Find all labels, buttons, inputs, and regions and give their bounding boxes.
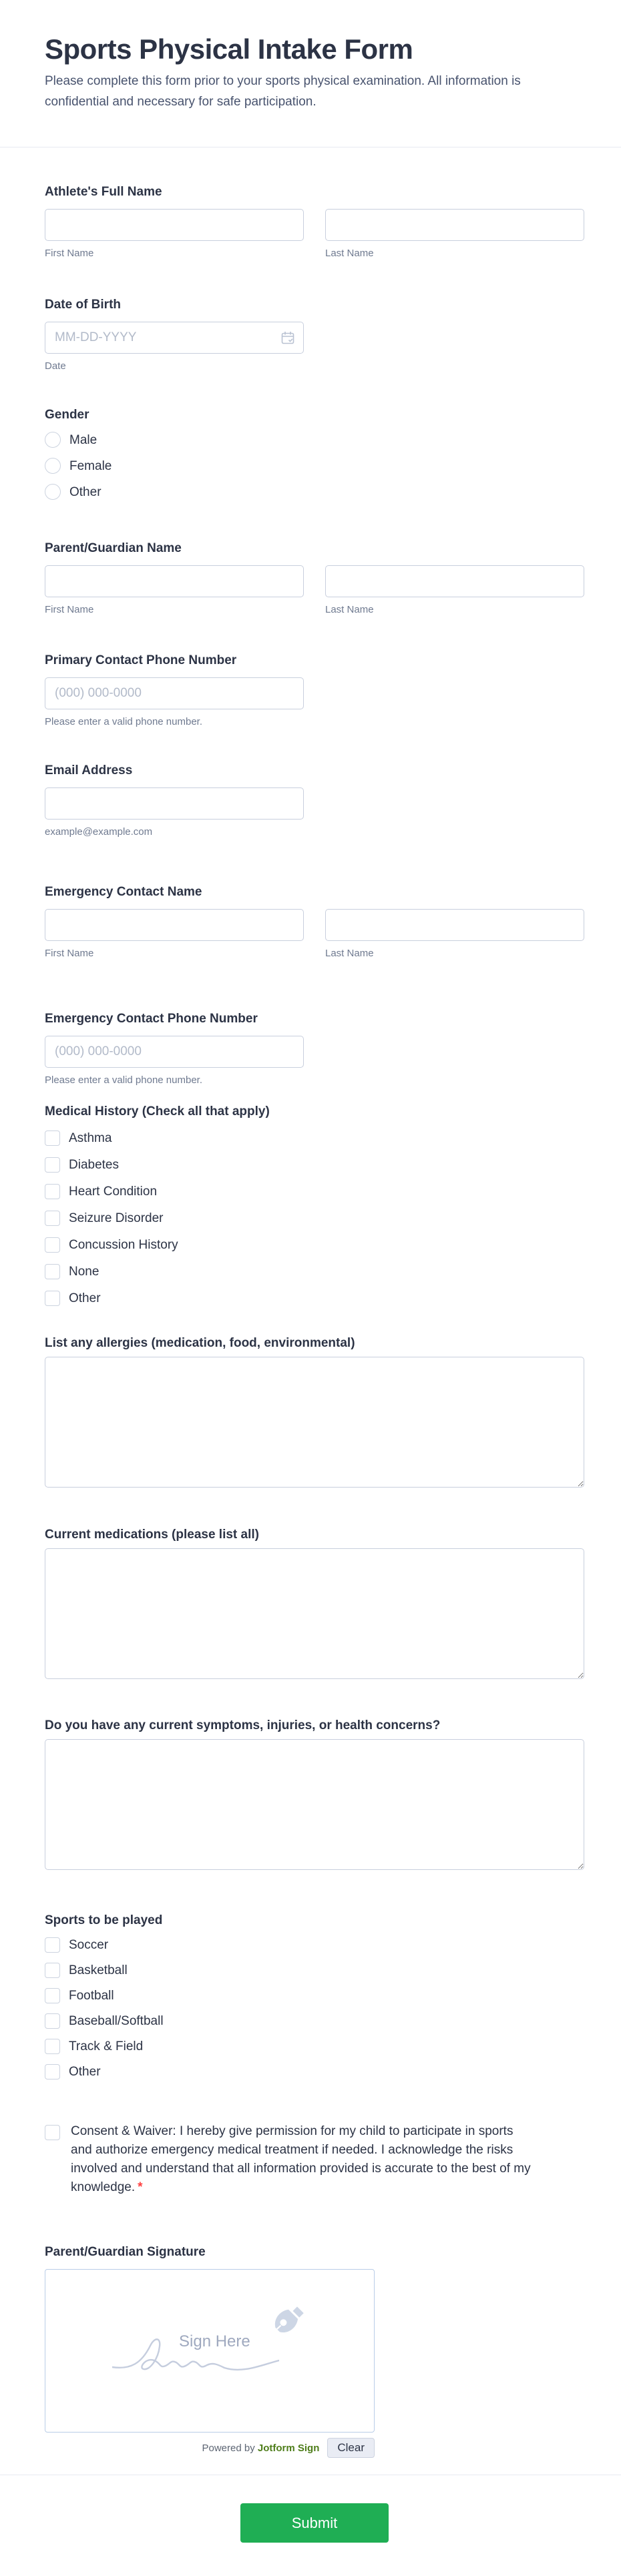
primary-phone-input[interactable] — [45, 677, 304, 709]
symptoms-label: Do you have any current symptoms, injuries, or health concerns? — [45, 1718, 441, 1732]
gender-label: Gender — [45, 408, 89, 422]
medications-label: Current medications (please list all) — [45, 1528, 259, 1542]
consent-text — [71, 2122, 535, 2197]
clear-signature-button[interactable]: Clear — [327, 2438, 375, 2458]
dob-label: Date of Birth — [45, 298, 121, 312]
checkbox-medical-other[interactable] — [45, 1291, 60, 1306]
gender-option-male[interactable] — [45, 432, 584, 448]
sports-option-track-field[interactable] — [45, 2039, 584, 2054]
field-consent-waiver — [45, 2122, 584, 2197]
checkbox-diabetes-label: Diabetes — [69, 1158, 119, 1172]
radio-male-label: Male — [69, 432, 97, 447]
jotform-sign-brand: Jotform Sign — [257, 2442, 320, 2454]
consent-statement: Consent & Waiver: I hereby give permission for my child to participate in sports and authorize emergency medical treatment if needed. I acknowledge the risks involved and understand that all information provided is accurate to the best of my knowledge. — [71, 2124, 531, 2194]
form-description: Please complete this form prior to your sports physical examination. All information is confidential and necessary for safe participation. — [45, 74, 521, 109]
field-signature-label — [45, 2244, 584, 2269]
symptoms-textarea[interactable] — [45, 1739, 584, 1870]
field-email — [45, 763, 584, 838]
field-emergency-phone — [45, 1011, 584, 1086]
dob-input[interactable] — [45, 322, 304, 354]
allergies-label: List any allergies (medication, food, environmental) — [45, 1336, 355, 1350]
checkbox-asthma-label: Asthma — [69, 1131, 112, 1145]
sign-here-placeholder: Sign Here — [179, 2332, 250, 2350]
emergency-phone-input[interactable] — [45, 1036, 304, 1068]
checkbox-diabetes[interactable] — [45, 1157, 60, 1173]
last-name-sublabel: Last Name — [325, 604, 374, 615]
powered-by-label: Powered by — [202, 2442, 255, 2454]
checkbox-football[interactable] — [45, 1988, 60, 2003]
field-medications — [45, 1527, 584, 1682]
gender-option-other[interactable] — [45, 484, 584, 500]
primary-phone-sublabel: Please enter a valid phone number. — [45, 716, 202, 727]
primary-phone-label: Primary Contact Phone Number — [45, 653, 237, 667]
signature-pad[interactable] — [45, 2269, 375, 2433]
checkbox-sports-other-label: Other — [69, 2065, 101, 2079]
page-title: Sports Physical Intake Form — [45, 33, 413, 65]
field-date-of-birth — [45, 297, 584, 372]
medical-option-diabetes[interactable] — [45, 1157, 584, 1173]
checkbox-seizure-disorder-label: Seizure Disorder — [69, 1211, 164, 1225]
emergency-name-label: Emergency Contact Name — [45, 885, 202, 899]
radio-male[interactable] — [45, 432, 61, 448]
emergency-last-name-input[interactable] — [325, 909, 584, 941]
email-sublabel: example@example.com — [45, 826, 153, 838]
parent-name-label: Parent/Guardian Name — [45, 541, 182, 555]
medical-option-heart-condition[interactable] — [45, 1184, 584, 1199]
emergency-first-name-input[interactable] — [45, 909, 304, 941]
sports-option-football[interactable] — [45, 1988, 584, 2003]
checkbox-baseball-softball-label: Baseball/Softball — [69, 2014, 164, 2028]
parent-first-name-input[interactable] — [45, 565, 304, 597]
email-label: Email Address — [45, 763, 133, 777]
field-parent-name — [45, 541, 584, 616]
field-gender — [45, 407, 584, 510]
gender-option-female[interactable] — [45, 458, 584, 474]
checkbox-baseball-softball[interactable] — [45, 2013, 60, 2029]
pen-nib-icon — [271, 2303, 306, 2338]
medical-history-label: Medical History (Check all that apply) — [45, 1104, 270, 1118]
required-asterisk: * — [138, 2180, 143, 2194]
first-name-sublabel: First Name — [45, 604, 94, 615]
first-name-sublabel: First Name — [45, 948, 94, 959]
emergency-phone-label: Emergency Contact Phone Number — [45, 1012, 258, 1026]
athlete-name-label: Athlete's Full Name — [45, 185, 162, 199]
last-name-sublabel: Last Name — [325, 948, 374, 959]
field-allergies — [45, 1335, 584, 1491]
signature-label: Parent/Guardian Signature — [45, 2245, 206, 2259]
field-sports — [45, 1913, 584, 2089]
checkbox-none[interactable] — [45, 1264, 60, 1279]
checkbox-football-label: Football — [69, 1989, 114, 2003]
checkbox-heart-condition-label: Heart Condition — [69, 1185, 158, 1199]
first-name-sublabel: First Name — [45, 248, 94, 259]
field-symptoms — [45, 1718, 584, 1873]
checkbox-track-field-label: Track & Field — [69, 2039, 144, 2053]
medical-option-asthma[interactable] — [45, 1131, 584, 1146]
radio-female-label: Female — [69, 458, 112, 473]
powered-by-text — [202, 2443, 319, 2454]
dob-sublabel: Date — [45, 360, 66, 372]
consent-checkbox[interactable] — [45, 2125, 60, 2140]
checkbox-basketball[interactable] — [45, 1963, 60, 1978]
emergency-phone-sublabel: Please enter a valid phone number. — [45, 1074, 202, 1086]
field-emergency-name — [45, 884, 584, 960]
checkbox-medical-other-label: Other — [69, 1291, 101, 1305]
calendar-icon[interactable] — [280, 330, 296, 346]
checkbox-concussion-history[interactable] — [45, 1237, 60, 1253]
allergies-textarea[interactable] — [45, 1357, 584, 1488]
medications-textarea[interactable] — [45, 1548, 584, 1679]
athlete-last-name-input[interactable] — [325, 209, 584, 241]
email-input[interactable] — [45, 787, 304, 820]
athlete-first-name-input[interactable] — [45, 209, 304, 241]
sports-option-other[interactable] — [45, 2064, 584, 2079]
checkbox-seizure-disorder[interactable] — [45, 1211, 60, 1226]
checkbox-soccer[interactable] — [45, 1937, 60, 1953]
medical-option-other[interactable] — [45, 1291, 584, 1306]
checkbox-soccer-label: Soccer — [69, 1938, 109, 1952]
radio-other[interactable] — [45, 484, 61, 500]
medical-option-seizure-disorder[interactable] — [45, 1211, 584, 1226]
medical-option-none[interactable] — [45, 1264, 584, 1279]
medical-option-concussion-history[interactable] — [45, 1237, 584, 1253]
checkbox-track-field[interactable] — [45, 2039, 60, 2054]
checkbox-none-label: None — [69, 1265, 99, 1279]
radio-female[interactable] — [45, 458, 61, 474]
sports-option-baseball-softball[interactable] — [45, 2013, 584, 2029]
last-name-sublabel: Last Name — [325, 248, 374, 259]
radio-other-label: Other — [69, 485, 101, 499]
sports-option-basketball[interactable] — [45, 1963, 584, 1978]
checkbox-basketball-label: Basketball — [69, 1963, 128, 1977]
signature-footer — [45, 2438, 375, 2458]
field-primary-phone — [45, 653, 584, 728]
sports-label: Sports to be played — [45, 1913, 163, 1927]
submit-button[interactable]: Submit — [240, 2503, 389, 2543]
checkbox-asthma[interactable] — [45, 1131, 60, 1146]
field-athlete-name — [45, 184, 584, 260]
checkbox-heart-condition[interactable] — [45, 1184, 60, 1199]
checkbox-concussion-history-label: Concussion History — [69, 1238, 178, 1252]
sports-option-soccer[interactable] — [45, 1937, 584, 1953]
parent-last-name-input[interactable] — [325, 565, 584, 597]
field-medical-history — [45, 1104, 584, 1317]
checkbox-sports-other[interactable] — [45, 2064, 60, 2079]
